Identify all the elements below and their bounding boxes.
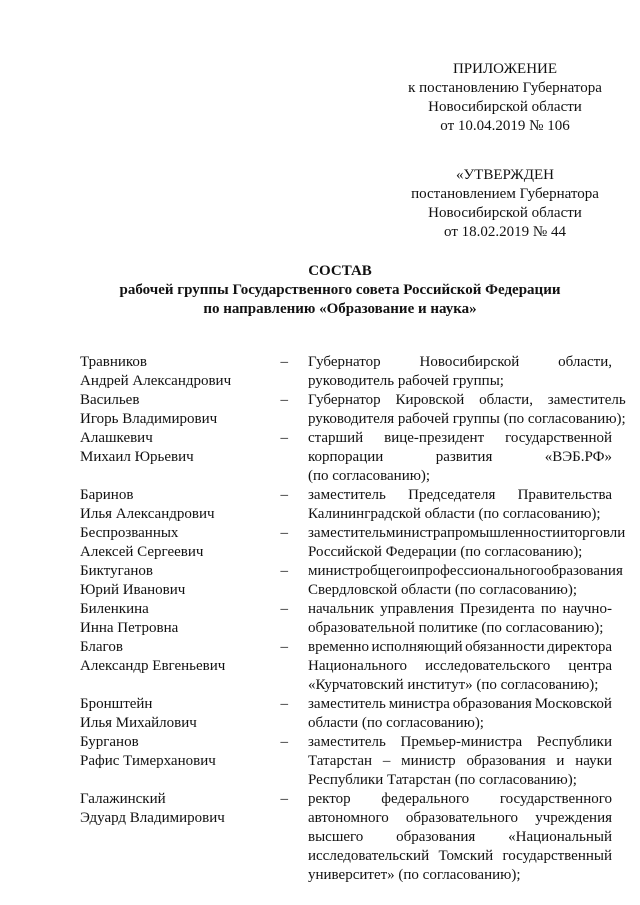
member-position [308,790,612,885]
member-name [80,391,260,429]
member-name [80,638,260,695]
member-position [308,524,625,562]
member-dash: – [280,734,288,750]
appendix-block [390,60,620,136]
appendix-line: к постановлению Губернатора [408,80,602,96]
member-dash: – [280,392,288,408]
position-line: Национального исследовательского центра [308,658,612,674]
member-row [80,524,626,562]
member-position [308,733,612,790]
appendix-line: от 10.04.2019 № 106 [440,118,570,134]
member-given-name: Илья Михайлович [80,715,197,731]
member-given-name: Игорь Владимирович [80,411,218,427]
member-surname: Васильев [80,392,140,408]
members-list [80,353,626,885]
position-line: высшего образования «Национальный [308,829,612,845]
position-line: министр общего и профессионального образования [308,563,623,579]
member-surname: Галажинский [80,791,166,807]
position-line: Российской Федерации (по согласованию); [308,544,583,560]
member-dash: – [280,563,288,579]
member-row [80,695,612,733]
position-line: Республики Татарстан (по согласованию); [308,772,577,788]
member-surname: Биктуганов [80,563,154,579]
approved-line: Новосибирской области [428,205,582,221]
member-given-name: Инна Петровна [80,620,179,636]
member-position [308,562,623,600]
member-name [80,562,260,600]
member-dash: – [280,639,288,655]
member-given-name: Алексей Сергеевич [80,544,204,560]
position-line: Губернатор Кировской области, заместитель [308,392,626,408]
title-line: по направлению «Образование и наука» [203,301,477,317]
position-line: автономного образовательного учреждения [308,810,612,826]
member-name [80,733,260,790]
member-given-name: Рафис Тимерханович [80,753,216,769]
approved-line: постановлением Губернатора [411,186,599,202]
position-line: руководителя рабочей группы (по согласованию); [308,411,626,427]
member-given-name: Александр Евгеньевич [80,658,226,674]
member-row [80,391,626,429]
member-given-name: Михаил Юрьевич [80,449,194,465]
document-title [0,262,640,319]
member-row [80,429,612,486]
member-dash: – [280,354,288,370]
member-name [80,600,260,638]
member-surname: Беспрозванных [80,525,179,541]
approved-line: от 18.02.2019 № 44 [444,224,566,240]
position-line: руководитель рабочей группы; [308,373,504,389]
position-line: корпорации развития «ВЭБ.РФ» [308,449,612,465]
member-row [80,562,623,600]
title-heading: СОСТАВ [308,263,372,279]
appendix-line: ПРИЛОЖЕНИЕ [452,61,558,77]
member-row [80,600,612,638]
position-line: начальник управления Президента по научно- [308,601,612,617]
member-dash: – [280,487,288,503]
member-position [308,353,612,391]
member-position [308,600,612,638]
member-surname: Бурганов [80,734,139,750]
position-line: ректор федерального государственного [308,791,612,807]
position-line: Татарстан – министр образования и науки [308,753,612,769]
member-position [308,638,612,695]
position-line: «Курчатовский институт» (по согласованию); [308,677,599,693]
position-line: старший вице-президент государственной [308,430,612,446]
member-row [80,638,612,695]
position-line: Калининградской области (по согласованию); [308,506,601,522]
member-dash: – [280,525,288,541]
approved-block [390,166,620,242]
member-name [80,353,260,391]
member-dash: – [280,696,288,712]
member-row [80,733,612,790]
position-line: заместитель министра промышленности и торговли [308,525,626,541]
member-position [308,429,612,486]
position-line: заместитель Премьер-министра Республики [308,734,612,750]
member-position [308,486,612,524]
position-line: Свердловской области (по согласованию); [308,582,578,598]
member-surname: Бронштейн [80,696,153,712]
position-line: заместитель министра образования Московской [308,696,612,712]
member-row [80,353,612,391]
member-given-name: Илья Александрович [80,506,215,522]
member-dash: – [280,601,288,617]
member-dash: – [280,791,288,807]
title-line: рабочей группы Государственного совета Российской Федерации [119,282,561,298]
member-position [308,391,626,429]
member-surname: Травников [80,354,147,370]
position-line: (по согласованию); [308,468,431,484]
member-dash: – [280,430,288,446]
member-given-name: Юрий Иванович [80,582,186,598]
position-line: области (по согласованию); [308,715,484,731]
member-given-name: Андрей Александрович [80,373,232,389]
member-surname: Биленкина [80,601,149,617]
position-line: университет» (по согласованию); [308,867,521,883]
member-row [80,486,612,524]
position-line: временно исполняющий обязанности директора [308,639,612,655]
member-surname: Благов [80,639,123,655]
member-name [80,524,260,562]
appendix-line: Новосибирской области [428,99,582,115]
member-name [80,486,260,524]
member-surname: Алашкевич [80,430,153,446]
position-line: исследовательский Томский государственный [308,848,612,864]
position-line: образовательной политике (по согласованию); [308,620,604,636]
approved-line: «УТВЕРЖДЕН [456,167,554,183]
member-position [308,695,612,733]
position-line: заместитель Председателя Правительства [308,487,612,503]
member-given-name: Эдуард Владимирович [80,810,225,826]
member-name [80,790,260,885]
member-name [80,429,260,486]
member-surname: Баринов [80,487,134,503]
member-name [80,695,260,733]
member-row [80,790,612,885]
position-line: Губернатор Новосибирской области, [308,354,612,370]
